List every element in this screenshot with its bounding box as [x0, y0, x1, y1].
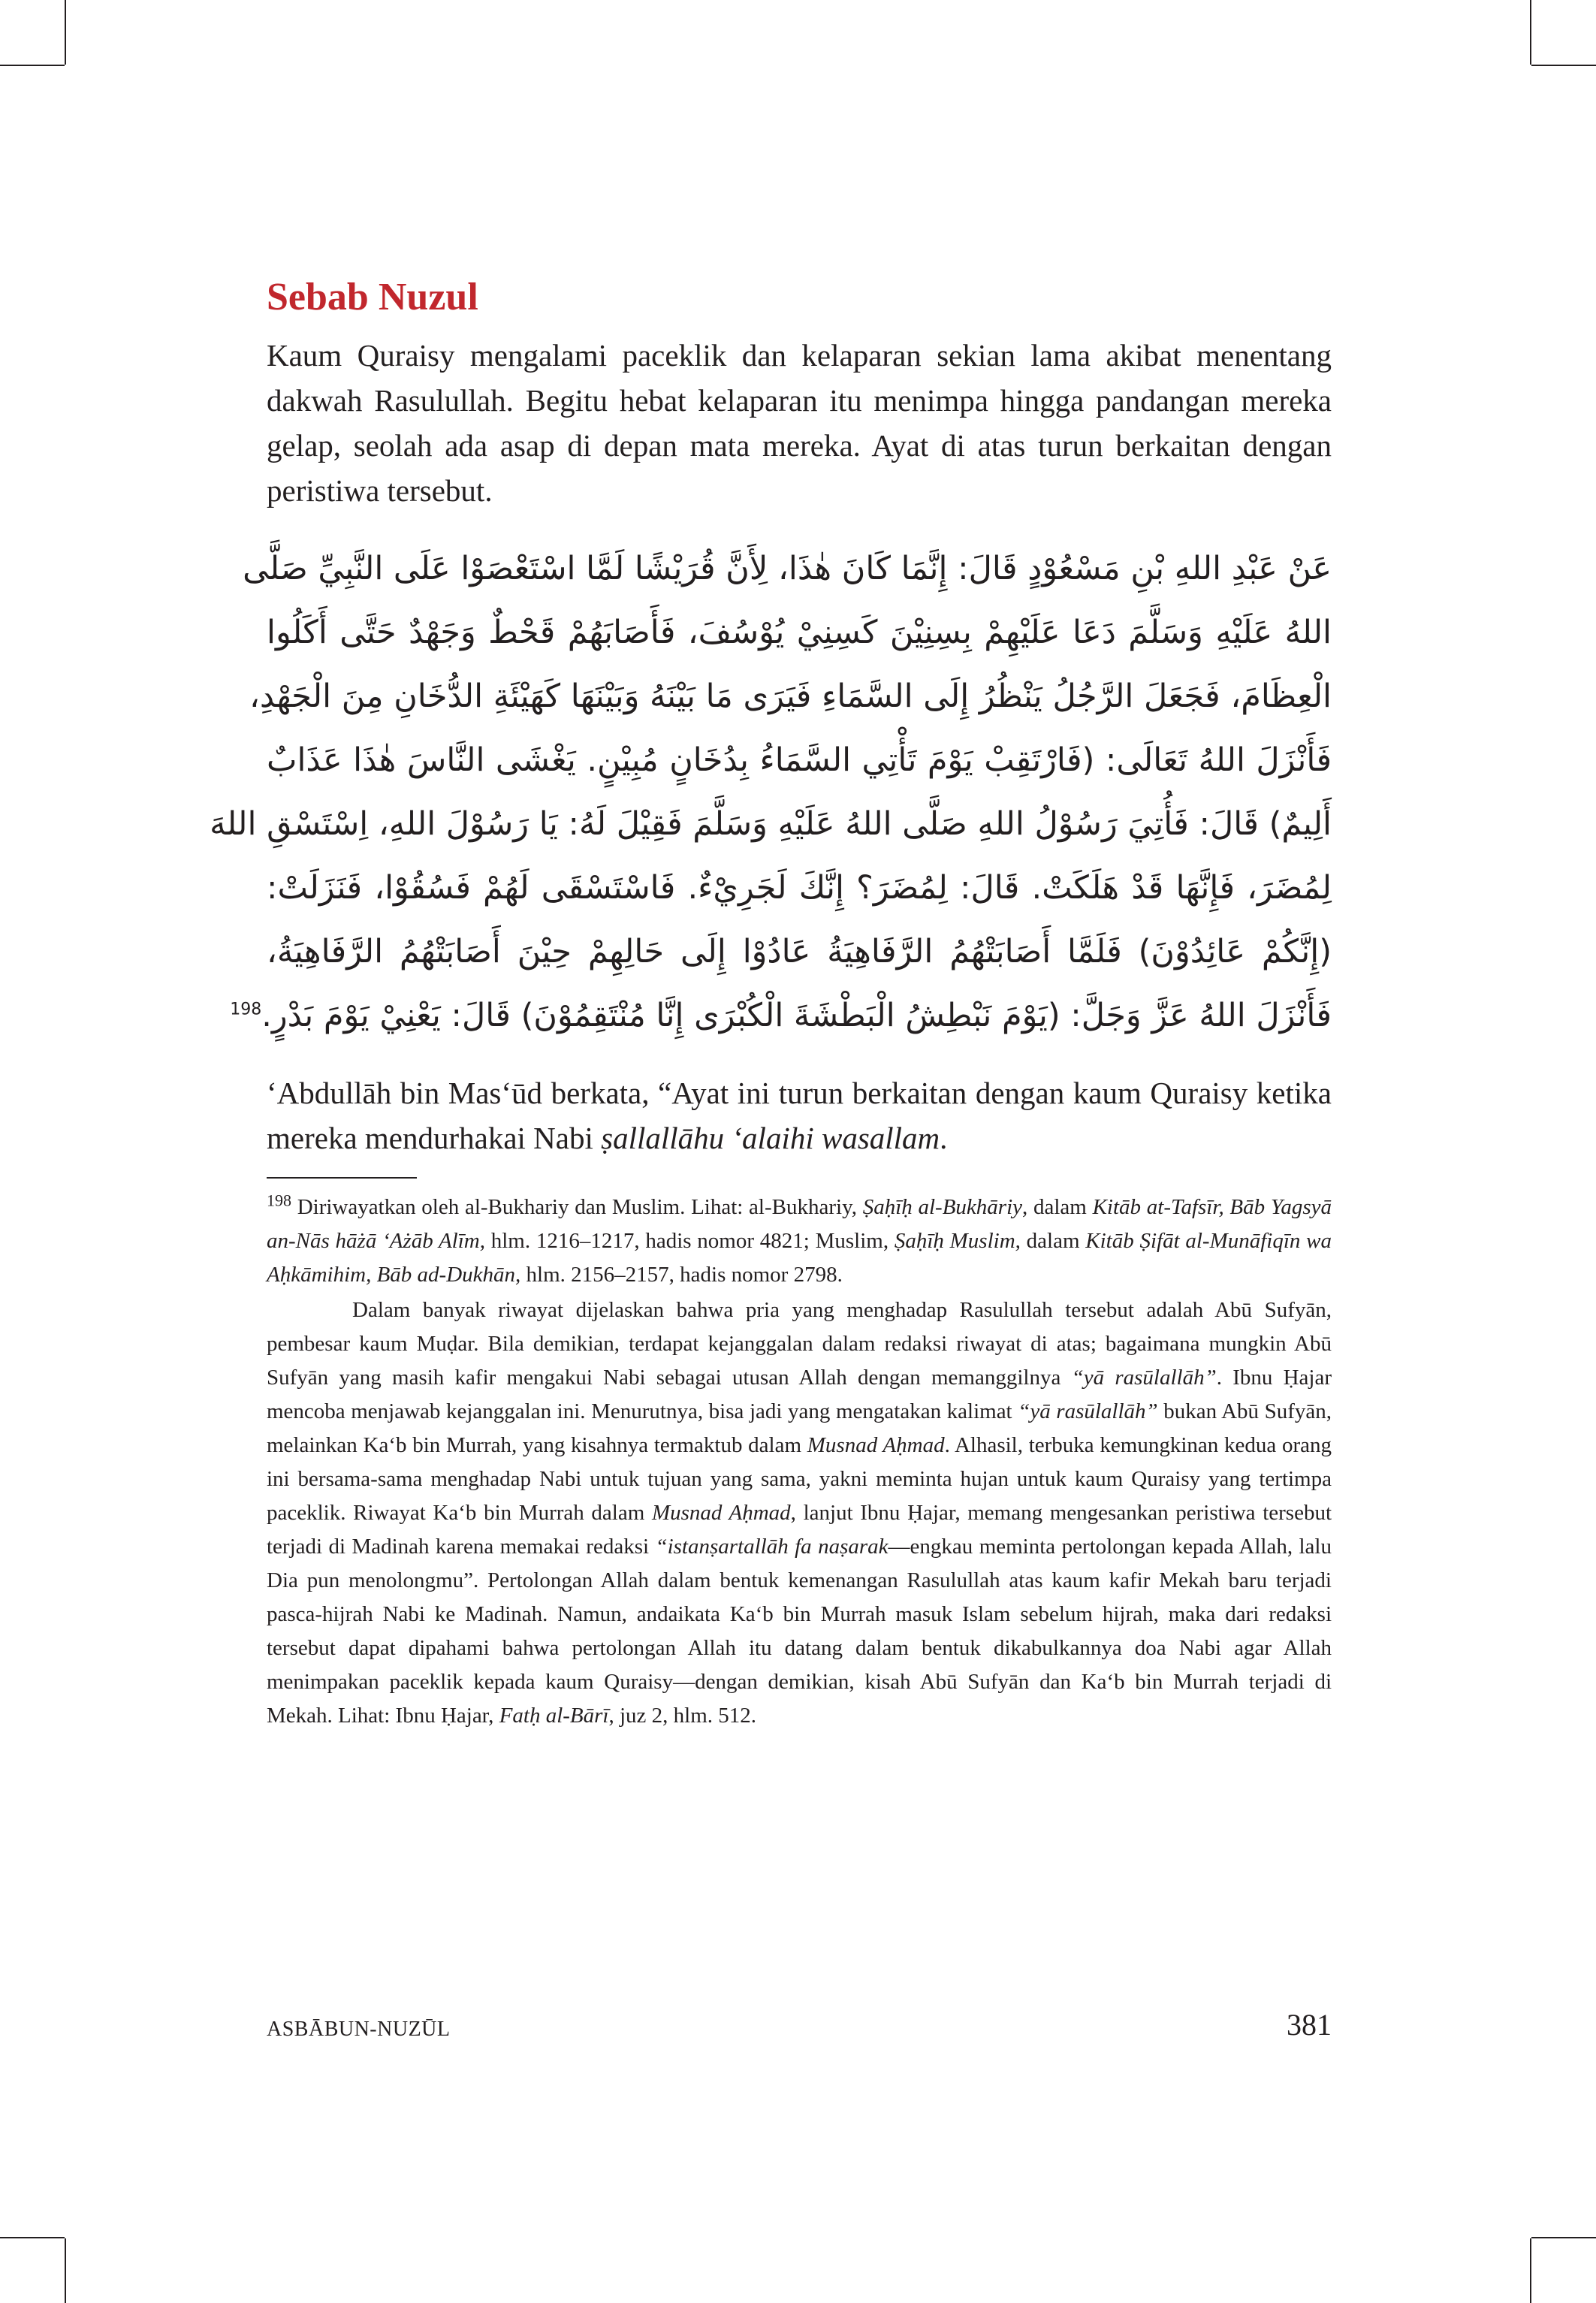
crop-mark [1531, 2237, 1596, 2238]
italic-phrase: “yā rasūlallāh” [1071, 1366, 1217, 1390]
crop-mark [1530, 2238, 1531, 2303]
footnote-rule [267, 1177, 417, 1179]
citation-title: Kitāb at-Tafsīr, Bāb Yagsyā an-Nās hāżā ‘Ażāb Alīm, [267, 1195, 1332, 1254]
footnote-text: dalam [1020, 1229, 1086, 1254]
citation-title: Musnad Aḥmad [807, 1433, 945, 1458]
honorific: ṣallallāhu ‘alaihi wasallam [601, 1121, 940, 1156]
crop-mark [1531, 65, 1596, 66]
section-heading: Sebab Nuzul [267, 276, 478, 318]
citation-title: Ṣaḥīḥ al-Bukhāriy [862, 1195, 1022, 1220]
translation-tail: . [940, 1121, 948, 1156]
crop-mark [0, 2237, 65, 2238]
footnote-text: hlm. 2156–2157, hadis nomor 2798. [520, 1263, 843, 1287]
footnote-commentary [267, 1293, 1332, 1733]
arabic-line-last [230, 984, 1332, 1048]
arabic-hadith [210, 537, 1332, 1048]
page-number: 381 [1287, 2008, 1332, 2042]
running-head: ASBĀBUN-NUZŪL [267, 2018, 451, 2041]
footnote-text: hlm. 1216–1217, hadis nomor 4821; Muslim, [484, 1229, 895, 1254]
footnote-reference: 198 [230, 1001, 262, 1020]
crop-mark [65, 0, 66, 65]
crop-mark [65, 2238, 66, 2303]
footnote-text: Dalam banyak riwayat dijelaskan bahwa pria yang menghadap Rasulullah tersebut adalah Abū Sufyān, pembesar kaum Muḍar. Bila demikian, terdapat kejanggalan dalam redaksi riwayat di atas; bagaimana mungkin Abū Sufyān yang masih kafir mengakui Nabi sebagai utusan Allah dengan memanggilnya [267, 1298, 1332, 1390]
footnote-text: , juz 2, hlm. 512. [608, 1704, 757, 1728]
footnote-text: , dalam [1022, 1195, 1093, 1220]
translation-paragraph [267, 1070, 1332, 1161]
arabic-line: الْعِظَامَ، فَجَعَلَ الرَّجُلُ يَنْظُرُ إِلَى السَّمَاءِ فَيَرَى مَا بَيْنَهُ وَبَيْنَهَا كَهَيْئَةِ الدُّخَانِ مِنَ الْجَهْدِ، [249, 678, 1332, 716]
arabic-line: (إِنَّكُمْ عَائِدُوْنَ) فَلَمَّا أَصَابَتْهُمُ الرَّفَاهِيَةُ عَادُوْا إِلَى حَالِهِمْ حِيْنَ أَصَابَتْهُمُ الرَّفَاهِيَةُ، [267, 933, 1332, 971]
arabic-line-text: فَأَنْزَلَ اللهُ عَزَّ وَجَلَّ: (يَوْمَ نَبْطِشُ الْبَطْشَةَ الْكُبْرَى إِنَّا مُنْتَقِمُوْنَ) قَالَ: يَعْنِيْ يَوْمَ بَدْرٍ. [261, 997, 1332, 1035]
footnote-text: bukan Abū Sufyān, melainkan Ka‘b bin Murrah, yang kisahnya termaktub dalam [267, 1399, 1332, 1458]
arabic-line: أَلِيمٌ) قَالَ: فَأُتِيَ رَسُوْلُ اللهِ صَلَّى اللهُ عَلَيْهِ وَسَلَّمَ فَقِيْلَ لَهُ: يَا رَسُوْلَ اللهِ، اِسْتَسْقِ اللهَ [210, 805, 1332, 844]
citation-title: Ṣaḥīḥ Muslim, [894, 1229, 1021, 1254]
page-footer [267, 2007, 1332, 2045]
arabic-line: عَنْ عَبْدِ اللهِ بْنِ مَسْعُوْدٍ قَالَ: إِنَّمَا كَانَ هٰذَا، لِأَنَّ قُرَيْشًا لَمَّا اسْتَعْصَوْا عَلَى النَّبِيِّ صَلَّى [243, 550, 1332, 588]
italic-phrase: “yā rasūlallāh” [1018, 1399, 1158, 1424]
italic-phrase: “istanṣartallāh fa naṣarak [655, 1535, 889, 1559]
intro-paragraph: Kaum Quraisy mengalami paceklik dan kelaparan sekian lama akibat menentang dakwah Rasulullah. Begitu hebat kelaparan itu menimpa hingga pandangan mereka gelap, seolah ada asap di depan mata mereka. Ayat di atas turun berkaitan dengan peristiwa tersebut. [267, 338, 1332, 509]
page-content [210, 274, 1332, 1733]
footnote-number: 198 [267, 1191, 291, 1210]
citation-title: Musnad Aḥmad [651, 1501, 791, 1526]
footnote-text: Diriwayatkan oleh al-Bukhariy dan Muslim. Lihat: al-Bukhariy, [291, 1195, 863, 1220]
citation-title: Kitāb Ṣifāt al-Munāfiqīn wa Aḥkāmihim, Bāb ad-Dukhān, [267, 1229, 1332, 1287]
arabic-line: لِمُضَرَ، فَإِنَّهَا قَدْ هَلَكَتْ. قَالَ: لِمُضَرَ؟ إِنَّكَ لَجَرِيْءٌ. فَاسْتَسْقَى لَهُمْ فَسُقُوْا، فَنَزَلَتْ: [267, 869, 1332, 907]
arabic-line: اللهُ عَلَيْهِ وَسَلَّمَ دَعَا عَلَيْهِمْ بِسِنِيْنَ كَسِنِيْ يُوْسُفَ، فَأَصَابَهُمْ قَحْطٌ وَجَهْدٌ حَتَّى أَكَلُوا [267, 614, 1332, 652]
crop-mark [0, 65, 65, 66]
crop-mark [1530, 0, 1531, 65]
citation-title: Fatḥ al-Bārī [499, 1704, 609, 1728]
footnote-text: . Alhasil, terbuka kemungkinan kedua orang ini bersama-sama menghadap Nabi untuk tujuan yang sama, yakni meminta hujan untuk kaum Quraisy yang tertimpa paceklik. Riwayat Ka‘b bin Murrah dalam [267, 1433, 1332, 1526]
footnote-text: . Ibnu Ḥajar mencoba menjawab kejanggalan ini. Menurutnya, bisa jadi yang mengatakan kalimat [267, 1366, 1332, 1424]
footnote-text: , lanjut Ibnu Ḥajar, memang mengesankan peristiwa tersebut terjadi di Madinah karena memakai redaksi [267, 1501, 1332, 1559]
footnote-198 [267, 1191, 1332, 1292]
footnote-text: —engkau meminta pertolongan kepada Allah, lalu Dia pun menolongmu”. Pertolongan Allah dalam bentuk kemenangan Rasulullah atas kaum kafir Mekah baru terjadi pasca-hijrah Nabi ke Madinah. Namun, andaikata Ka‘b bin Murrah masuk Islam sebelum hijrah, maka dari redaksi tersebut dapat dipahami bahwa pertolongan Allah itu datang dalam bentuk dikabulkannya doa Nabi agar Allah menimpakan paceklik kepada kaum Quraisy—dengan demikian, kisah Abū Sufyān dan Ka‘b bin Murrah terjadi di Mekah. Lihat: Ibnu Ḥajar, [267, 1535, 1332, 1728]
translation-text: ‘Abdullāh bin Mas‘ūd berkata, “Ayat ini turun berkaitan dengan kaum Quraisy ketika mereka mendurhakai Nabi [267, 1076, 1332, 1156]
arabic-line: فَأَنْزَلَ اللهُ تَعَالَى: (فَارْتَقِبْ يَوْمَ تَأْتِي السَّمَاءُ بِدُخَانٍ مُبِيْنٍ. يَغْشَى النَّاسَ هٰذَا عَذَابٌ [267, 741, 1332, 780]
